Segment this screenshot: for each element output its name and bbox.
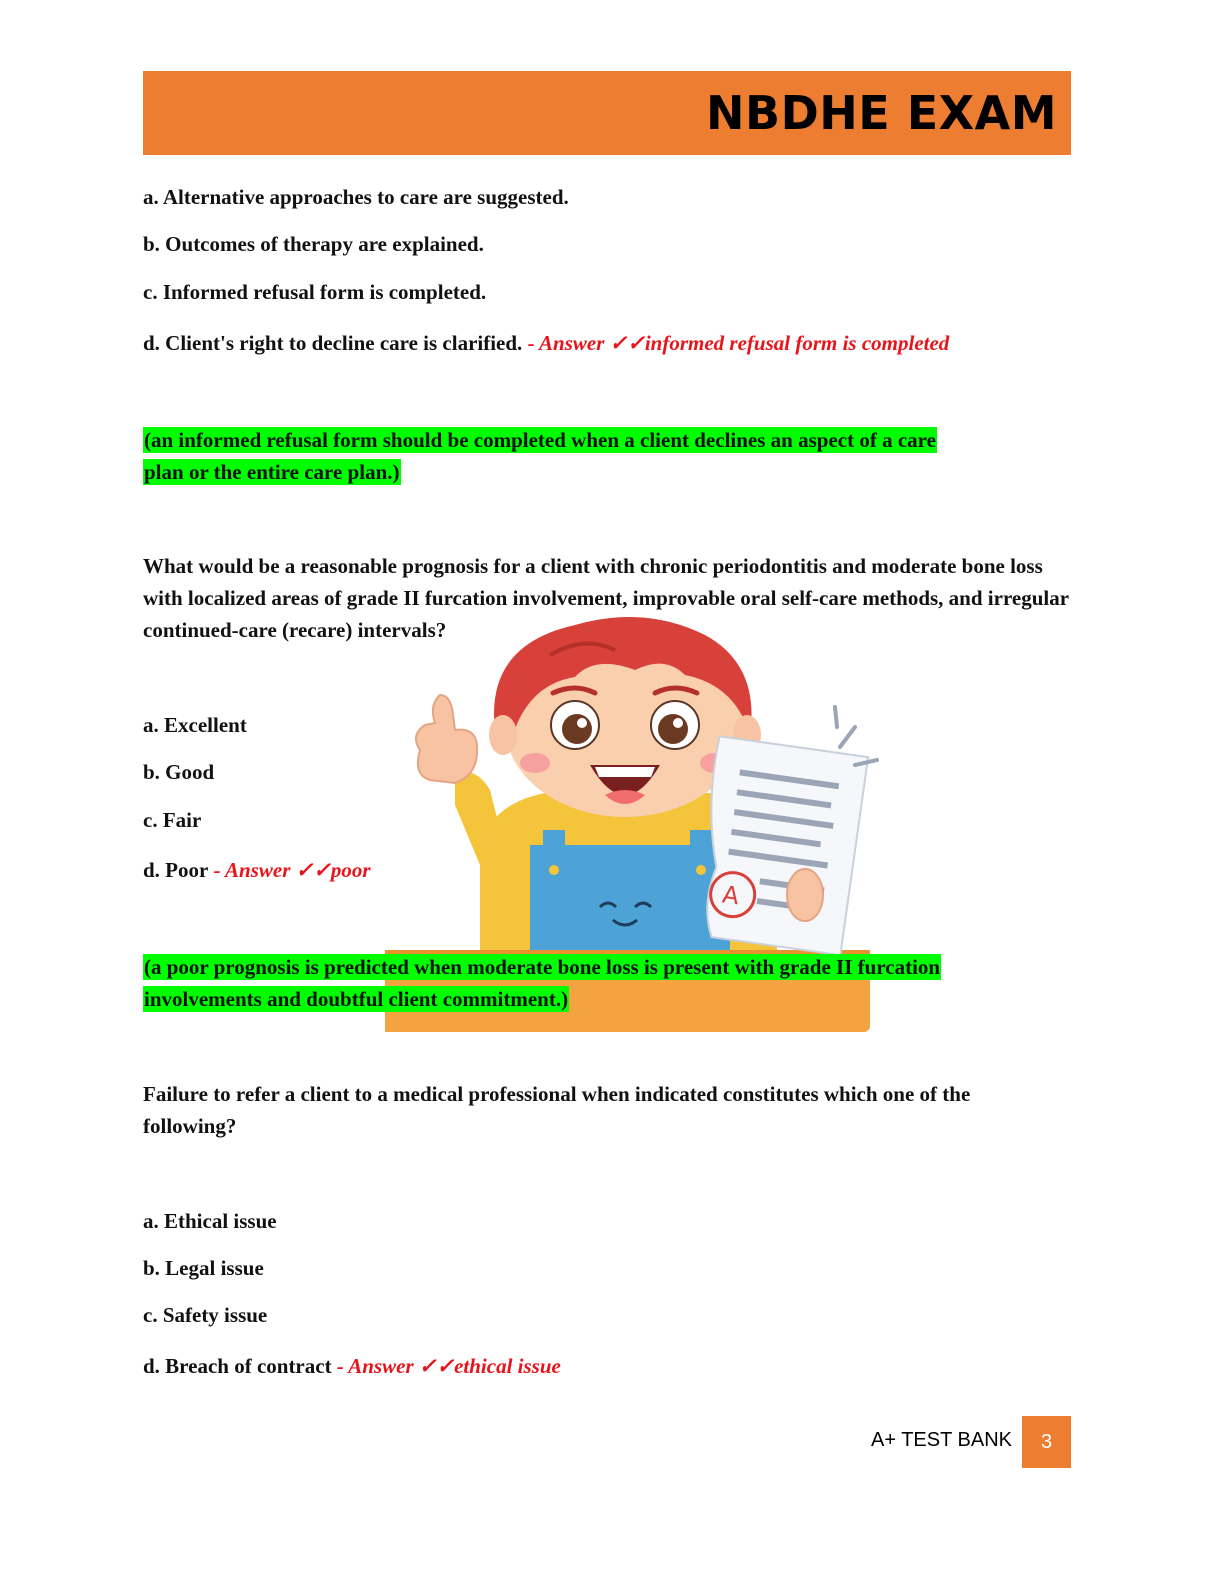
svg-text:A: A: [720, 880, 741, 911]
q3-option-a: a. Ethical issue: [143, 1209, 277, 1233]
q2-answer-separator: -: [208, 858, 226, 882]
q2-option-c: c. Fair: [143, 808, 202, 832]
q2-option-d-row: [143, 854, 371, 886]
q3-answer-separator: -: [331, 1354, 349, 1378]
q1-answer: Answer ✓✓informed refusal form is completed: [539, 331, 950, 355]
q1-explanation-line-1: [143, 424, 937, 456]
q2-option-b: b. Good: [143, 760, 215, 784]
q3-option-c: c. Safety issue: [143, 1303, 268, 1327]
q1-explanation-text-2: plan or the entire care plan.): [144, 460, 400, 484]
q2-option-a: a. Excellent: [143, 713, 247, 737]
q2-explanation-line-2: [143, 983, 569, 1015]
q2-explanation-line-1: [143, 951, 941, 983]
q1-option-a: a. Alternative approaches to care are suggested.: [143, 185, 569, 209]
q3-answer: Answer ✓✓ethical issue: [348, 1354, 561, 1378]
page-header-banner: [143, 71, 1071, 155]
q2-option-d: d. Poor: [143, 858, 209, 882]
q2-answer: Answer ✓✓poor: [225, 858, 371, 882]
q3-question: Failure to refer a client to a medical professional when indicated constitutes which one of the following?: [143, 1082, 971, 1138]
q1-explanation-line-2: [143, 456, 401, 488]
q3-option-d-row: [143, 1350, 561, 1382]
q1-option-d: d. Client's right to decline care is clarified.: [143, 331, 523, 355]
page-number: 3: [1022, 1416, 1071, 1468]
graded-paper: [691, 736, 868, 955]
thumbs-up-hand: [416, 695, 477, 783]
q1-answer-separator: -: [522, 331, 540, 355]
q3-option-b: b. Legal issue: [143, 1256, 264, 1280]
footer-label: A+ TEST BANK: [871, 1429, 1012, 1451]
q1-option-b: b. Outcomes of therapy are explained.: [143, 232, 484, 256]
q1-option-c: c. Informed refusal form is completed.: [143, 280, 487, 304]
q3-option-d: d. Breach of contract: [143, 1354, 332, 1378]
q2-explanation-text-2: involvements and doubtful client commitment.): [144, 987, 569, 1011]
q1-option-d-row: [143, 327, 949, 359]
q1-explanation-text-1: (an informed refusal form should be completed when a client declines an aspect of a care: [144, 428, 936, 452]
exam-title: NBDHE EXAM: [706, 86, 1057, 140]
q2-question: What would be a reasonable prognosis for a client with chronic periodontitis and moderate bone loss with localized areas of grade II furcation involvement, improvable oral self-care methods, and irregular continued-care (recare) intervals?: [143, 554, 1069, 642]
q2-explanation-text-1: (a poor prognosis is predicted when moderate bone loss is present with grade II furcation: [144, 955, 941, 979]
